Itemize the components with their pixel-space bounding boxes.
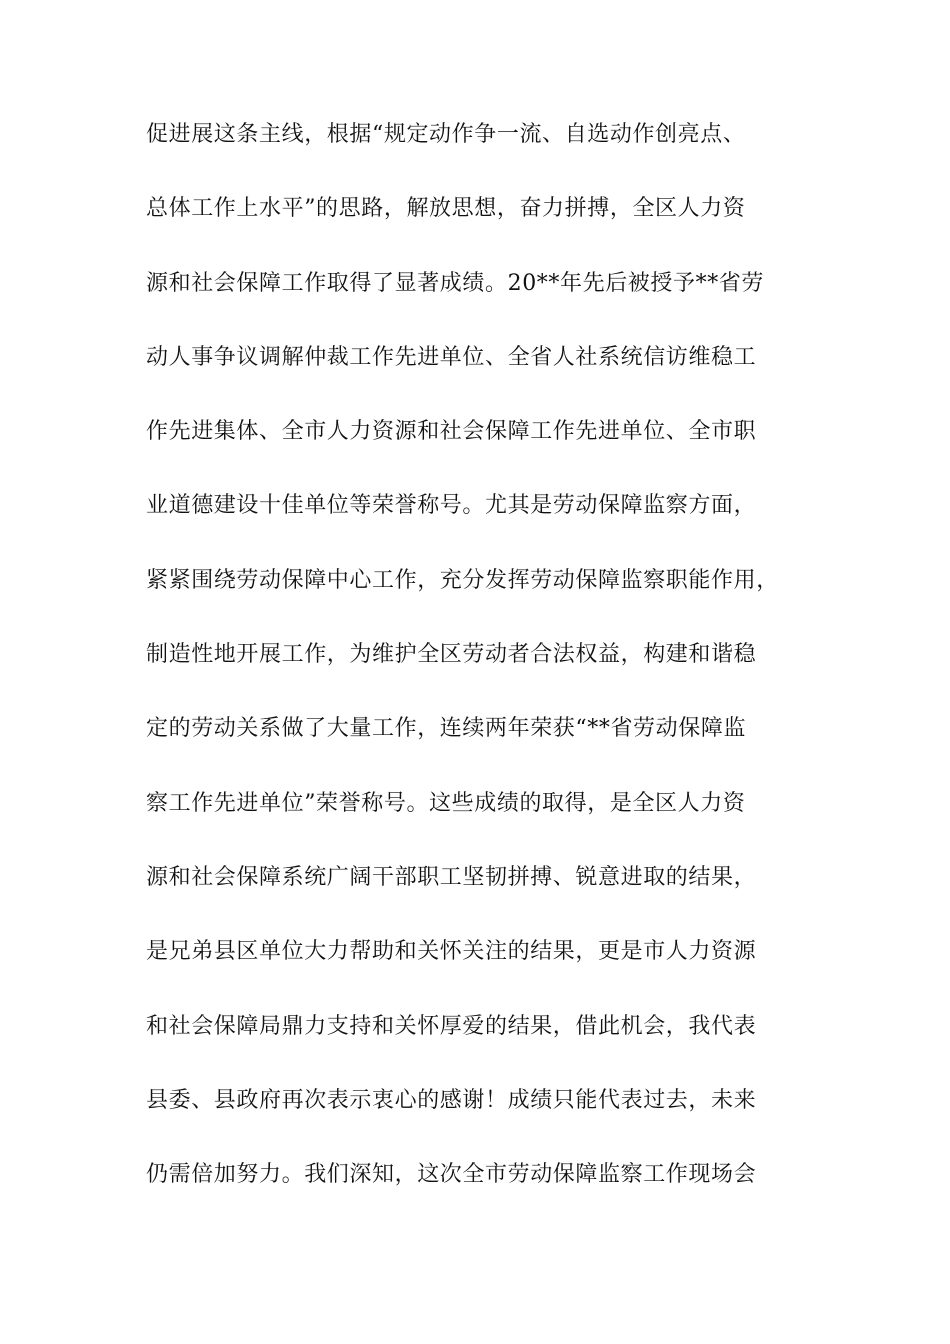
body-text [146, 122, 806, 1236]
text-line: 定的劳动关系做了大量工作，连续两年荣获“**省劳动保障监 [146, 716, 747, 742]
text-line: 是兄弟县区单位大力帮助和关怀关注的结果，更是市人力资源 [146, 939, 757, 965]
text-line: 源和社会保障系统广阔干部职工坚韧拼搏、锐意进取的结果， [146, 864, 757, 890]
text-line: 作先进集体、全市人力资源和社会保障工作先进单位、全市职 [146, 419, 757, 445]
text-line: 源和社会保障工作取得了显著成绩。20**年先后被授予**省劳 [146, 270, 764, 296]
text-line: 业道德建设十佳单位等荣誉称号。尤其是劳动保障监察方面， [146, 493, 757, 519]
text-line: 总体工作上水平”的思路，解放思想，奋力拼搏，全区人力资 [146, 196, 746, 222]
text-line: 县委、县政府再次表示衷心的感谢！成绩只能代表过去，未来 [146, 1087, 757, 1113]
text-line: 动人事争议调解仲裁工作先进单位、全省人社系统信访维稳工 [146, 344, 757, 370]
text-line: 制造性地开展工作，为维护全区劳动者合法权益，构建和谐稳 [146, 642, 757, 668]
text-line: 紧紧围绕劳动保障中心工作，充分发挥劳动保障监察职能作用， [146, 567, 779, 593]
text-line: 仍需倍加努力。我们深知，这次全市劳动保障监察工作现场会 [146, 1162, 757, 1188]
text-line: 和社会保障局鼎力支持和关怀厚爱的结果，借此机会，我代表 [146, 1013, 757, 1039]
text-line: 察工作先进单位”荣誉称号。这些成绩的取得，是全区人力资 [146, 790, 746, 816]
text-line: 促进展这条主线，根据“规定动作争一流、自选动作创亮点、 [146, 122, 746, 147]
